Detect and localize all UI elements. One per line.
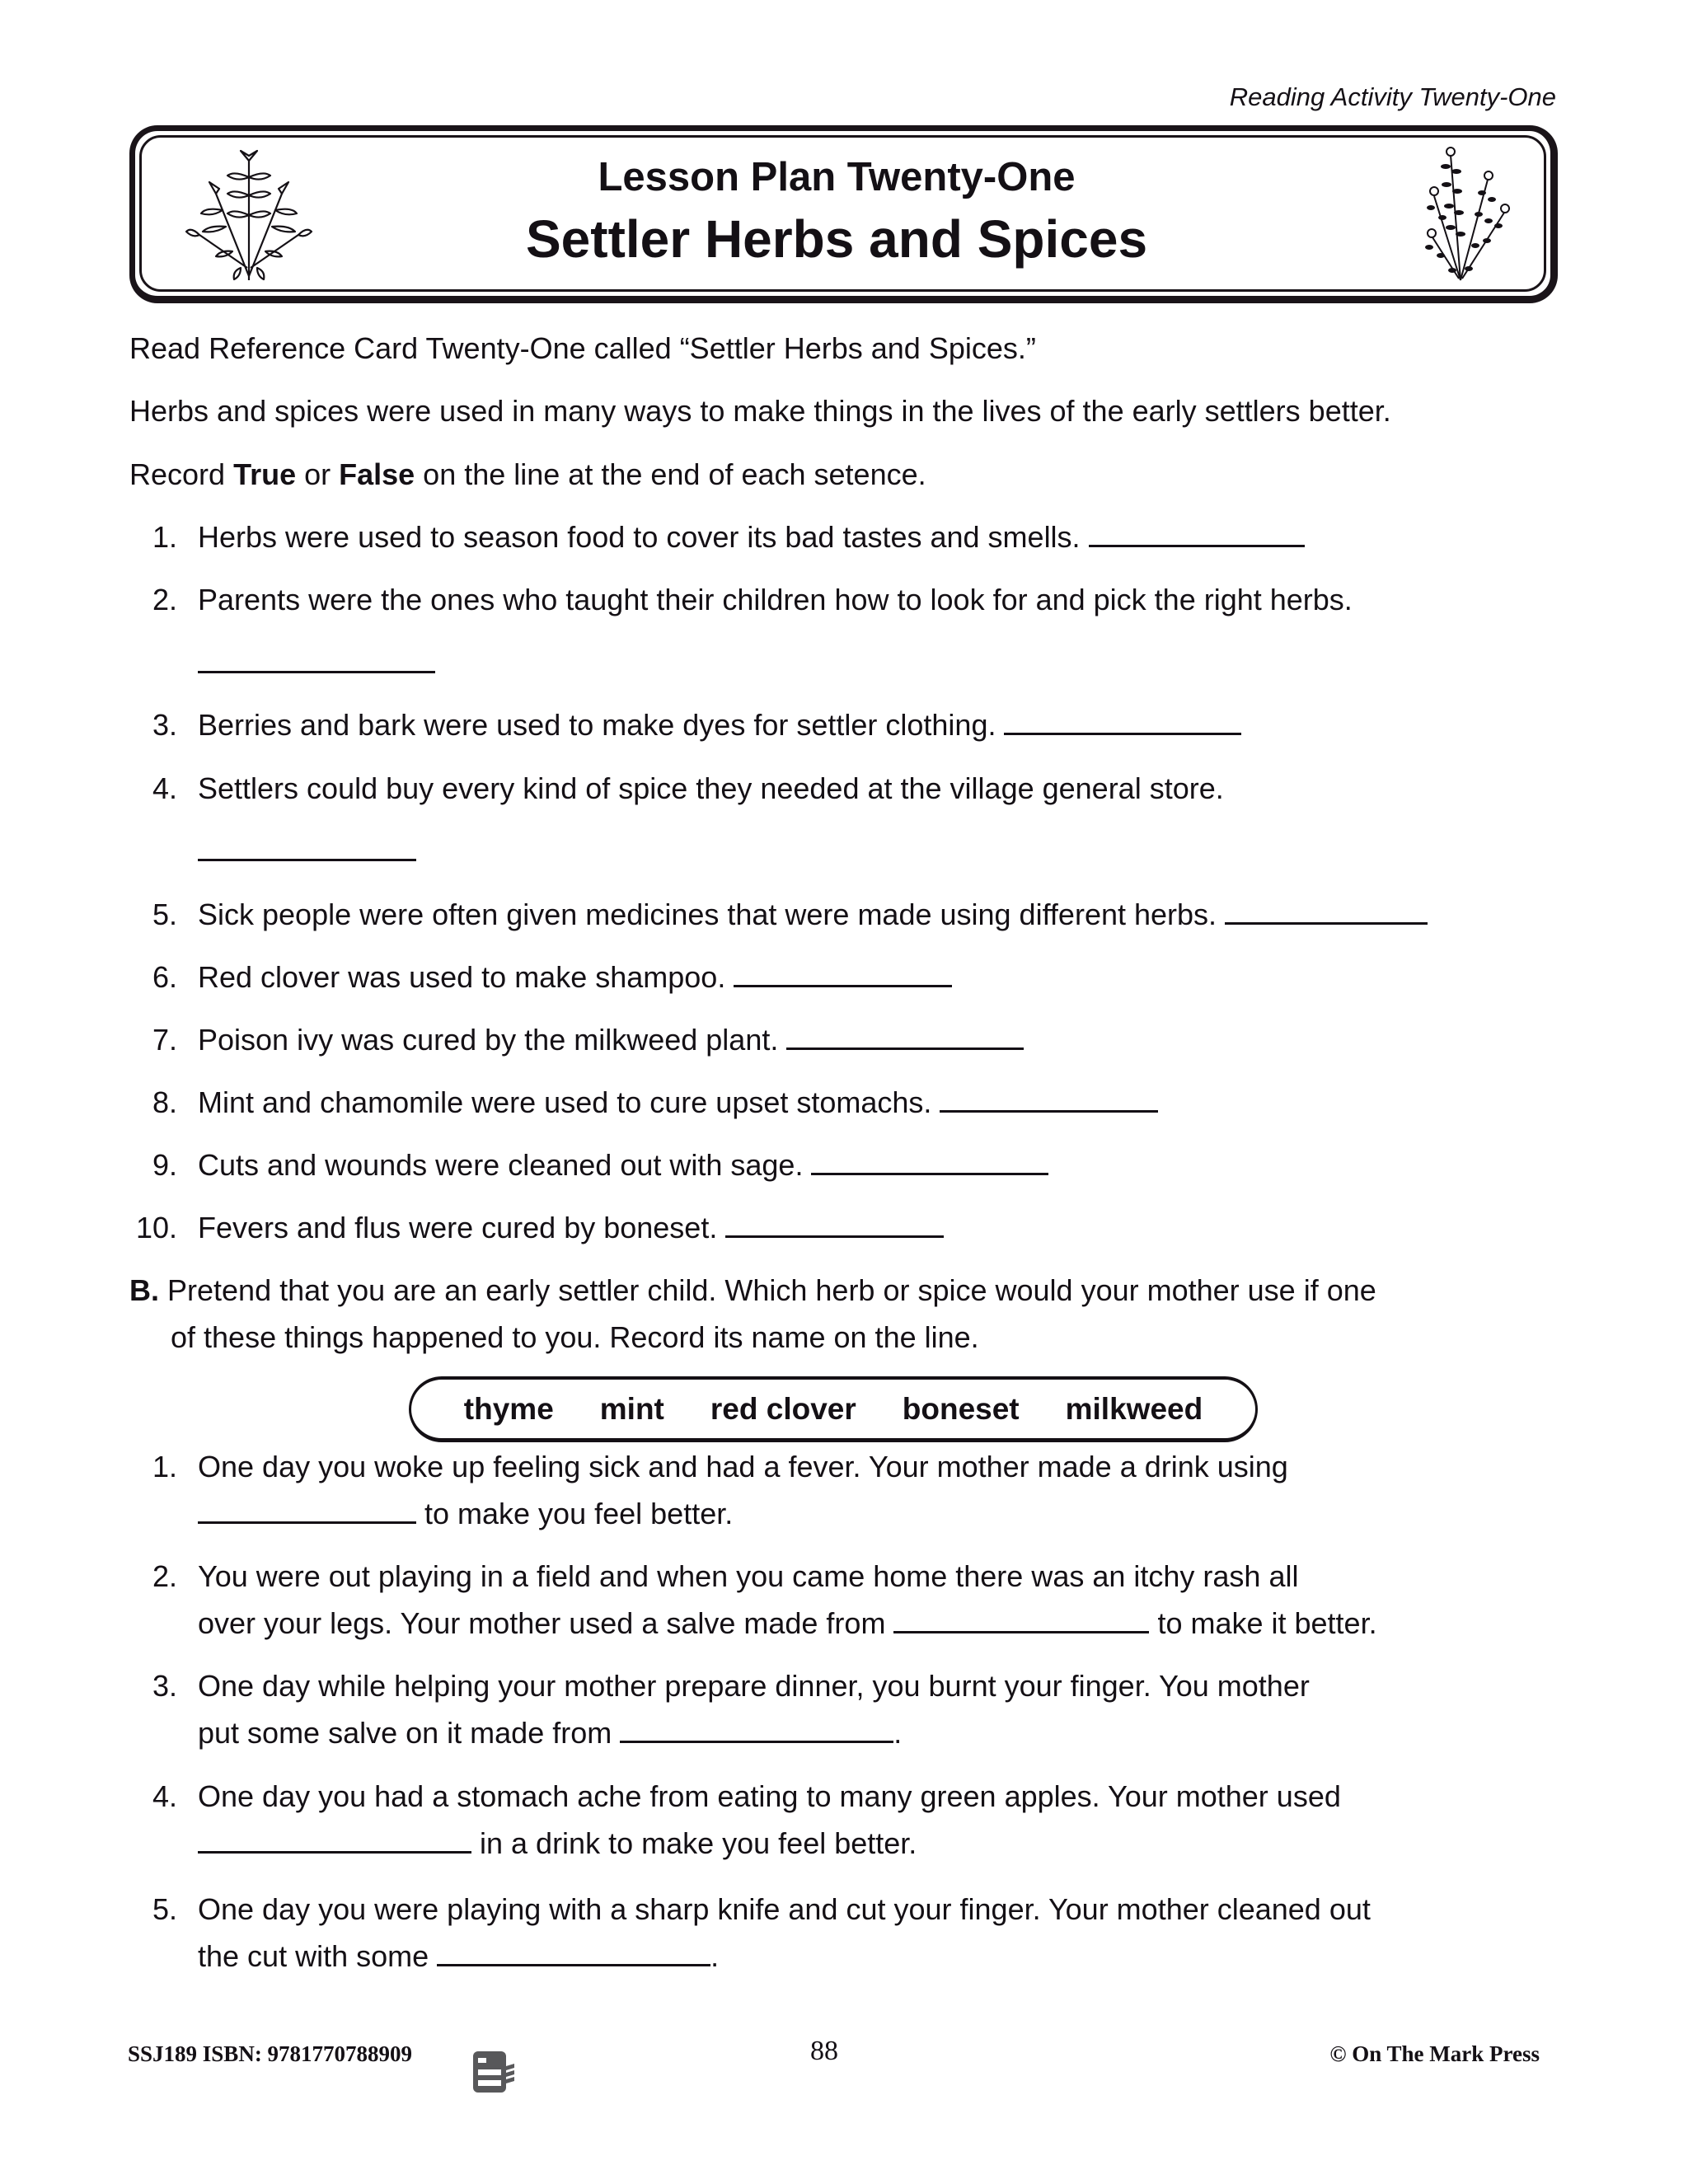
item-a4-text: Settlers could buy every kind of spice they needed at the village general store. bbox=[198, 771, 1224, 805]
item-a4 bbox=[198, 837, 424, 866]
instruction-suffix: on the line at the end of each setence. bbox=[415, 457, 926, 491]
instruction-prefix: Record bbox=[129, 457, 234, 491]
item-b5-line2 bbox=[198, 1939, 720, 1973]
item-b4-line2 bbox=[198, 1826, 917, 1860]
item-a6-answer-blank[interactable] bbox=[734, 984, 952, 987]
part-b-instruction-text: Pretend that you are an early settler child. Which herb or spice would your mother use if one bbox=[159, 1273, 1376, 1307]
instruction-true: True bbox=[233, 457, 297, 491]
item-a6-number: 6. bbox=[152, 960, 177, 994]
word-bank-milkweed: milkweed bbox=[1065, 1391, 1203, 1426]
item-b4-line1: One day you had a stomach ache from eating to many green apples. Your mother used bbox=[198, 1779, 1341, 1813]
item-a9-text: Cuts and wounds were cleaned out with sage. bbox=[198, 1148, 804, 1182]
item-a7-answer-blank[interactable] bbox=[786, 1047, 1024, 1050]
item-b3-line2 bbox=[198, 1718, 902, 1748]
item-a10-number: 10. bbox=[135, 1211, 177, 1244]
item-b3-line1: One day while helping your mother prepare dinner, you burnt your finger. You mother bbox=[198, 1669, 1310, 1703]
intro-reference-line: Read Reference Card Twenty-One called “Settler Herbs and Spices.” bbox=[129, 331, 1036, 365]
item-b2-line2-after: to make it better. bbox=[1157, 1606, 1377, 1640]
item-b5-answer-blank[interactable] bbox=[437, 1963, 710, 1966]
item-a8-answer-blank[interactable] bbox=[940, 1109, 1158, 1113]
item-b2-line2-before: over your legs. Your mother used a salve made from bbox=[198, 1606, 886, 1640]
herb-bush-illustration-icon bbox=[183, 144, 315, 284]
item-b2-number: 2. bbox=[152, 1559, 177, 1593]
item-b4-answer-blank[interactable] bbox=[198, 1850, 471, 1854]
item-a5-text: Sick people were often given medicines that were made using different herbs. bbox=[198, 898, 1217, 931]
item-a3 bbox=[198, 710, 1241, 740]
item-a7 bbox=[198, 1025, 1024, 1055]
item-a4-answer-blank[interactable] bbox=[198, 858, 416, 861]
item-a8 bbox=[198, 1085, 1158, 1119]
item-a5-number: 5. bbox=[152, 898, 177, 931]
item-a5-answer-blank[interactable] bbox=[1225, 921, 1428, 925]
lesson-label: Lesson Plan Twenty-One bbox=[598, 155, 1076, 199]
footer-copyright: © On The Mark Press bbox=[1329, 2041, 1540, 2066]
item-a1-answer-blank[interactable] bbox=[1089, 544, 1305, 547]
word-bank bbox=[409, 1376, 1258, 1442]
item-a7-text: Poison ivy was cured by the milkweed plant. bbox=[198, 1023, 779, 1057]
page-number: 88 bbox=[810, 2036, 838, 2066]
item-b2-answer-blank[interactable] bbox=[893, 1630, 1149, 1633]
instruction-false: False bbox=[339, 457, 415, 491]
word-bank-mint: mint bbox=[599, 1391, 664, 1426]
thyme-sprig-illustration-icon bbox=[1409, 138, 1517, 285]
item-b1-line2-after: to make you feel better. bbox=[424, 1497, 734, 1530]
item-a2 bbox=[198, 649, 443, 678]
item-b5-number: 5. bbox=[152, 1892, 177, 1926]
item-a2-text: Parents were the ones who taught their children how to look for and pick the right herbs. bbox=[198, 583, 1353, 616]
item-b5-line2-after: . bbox=[710, 1939, 720, 1973]
item-b1-answer-blank[interactable] bbox=[198, 1521, 416, 1524]
item-b2-line1: You were out playing in a field and when you came home there was an itchy rash all bbox=[198, 1559, 1299, 1593]
item-a6 bbox=[198, 960, 952, 994]
item-a10-answer-blank[interactable] bbox=[725, 1235, 944, 1238]
item-b3-line2-after: . bbox=[893, 1716, 903, 1750]
item-b3-answer-blank[interactable] bbox=[620, 1740, 893, 1743]
item-a3-text: Berries and bark were used to make dyes for settler clothing. bbox=[198, 708, 996, 742]
word-bank-red-clover: red clover bbox=[710, 1391, 856, 1426]
item-a3-answer-blank[interactable] bbox=[1004, 732, 1241, 735]
item-a5 bbox=[198, 900, 1428, 930]
page-title: Settler Herbs and Spices bbox=[525, 209, 1148, 269]
item-a1-number: 1. bbox=[152, 520, 177, 554]
item-a2-answer-blank[interactable] bbox=[198, 670, 435, 673]
item-b4-line2-after: in a drink to make you feel better. bbox=[480, 1826, 917, 1860]
part-b-instruction-line2: of these things happened to you. Record its name on the line. bbox=[171, 1320, 979, 1354]
word-bank-thyme: thyme bbox=[463, 1391, 554, 1426]
item-b1-number: 1. bbox=[152, 1450, 177, 1483]
part-b-instruction-line1 bbox=[129, 1273, 1376, 1307]
intro-context-line: Herbs and spices were used in many ways to make things in the lives of the early settlers better. bbox=[129, 394, 1391, 428]
item-b5-line2-before: the cut with some bbox=[198, 1939, 429, 1973]
item-a9-answer-blank[interactable] bbox=[811, 1172, 1048, 1175]
item-a4-number: 4. bbox=[152, 771, 177, 805]
item-b4-number: 4. bbox=[152, 1779, 177, 1813]
item-b1-line2 bbox=[198, 1499, 733, 1529]
item-a9-number: 9. bbox=[152, 1148, 177, 1182]
item-b5-line1: One day you were playing with a sharp knife and cut your finger. Your mother cleaned out bbox=[198, 1892, 1371, 1926]
item-a8-number: 8. bbox=[152, 1085, 177, 1119]
item-a10 bbox=[198, 1213, 944, 1243]
item-a3-number: 3. bbox=[152, 708, 177, 742]
item-a9 bbox=[198, 1148, 1048, 1182]
word-bank-boneset: boneset bbox=[902, 1391, 1020, 1426]
item-a1-text: Herbs were used to season food to cover its bad tastes and smells. bbox=[198, 520, 1081, 554]
item-a2-number: 2. bbox=[152, 583, 177, 616]
item-a7-number: 7. bbox=[152, 1023, 177, 1057]
footer-code-isbn: SSJ189 ISBN: 9781770788909 bbox=[128, 2041, 413, 2066]
item-b2-line2 bbox=[198, 1606, 1377, 1640]
item-b3-line2-before: put some salve on it made from bbox=[198, 1716, 612, 1750]
item-a10-text: Fevers and flus were cured by boneset. bbox=[198, 1211, 718, 1244]
intro-instruction-line bbox=[129, 457, 926, 491]
part-b-label: B. bbox=[129, 1273, 159, 1307]
item-b1-line1: One day you woke up feeling sick and had a fever. Your mother made a drink using bbox=[198, 1450, 1288, 1483]
activity-label: Reading Activity Twenty-One bbox=[1229, 82, 1556, 111]
item-a6-text: Red clover was used to make shampoo. bbox=[198, 960, 726, 994]
item-a1 bbox=[198, 520, 1305, 554]
item-a8-text: Mint and chamomile were used to cure upset stomachs. bbox=[198, 1085, 932, 1119]
item-b3-number: 3. bbox=[152, 1669, 177, 1703]
instruction-or: or bbox=[296, 457, 340, 491]
